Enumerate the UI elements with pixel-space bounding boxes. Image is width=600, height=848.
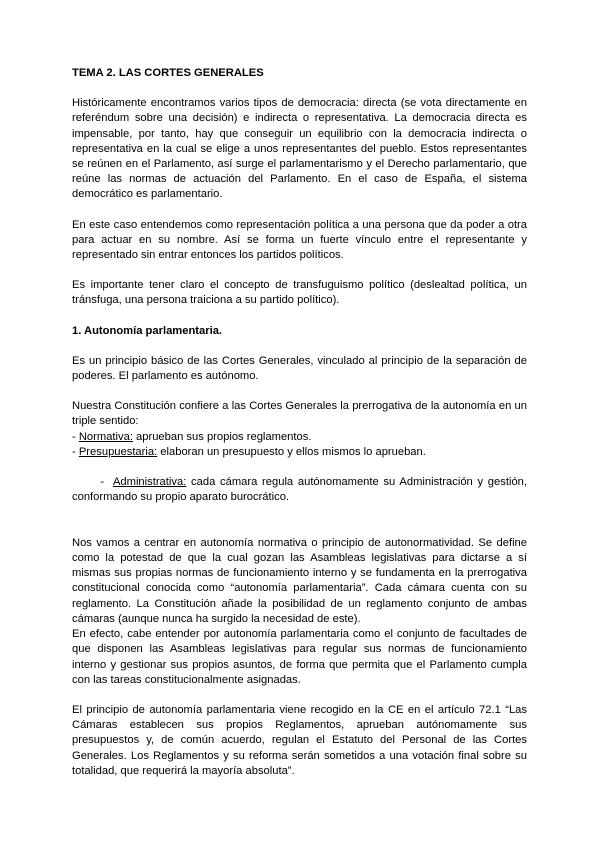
list-item-text: cada cámara regula autónomamente su Administración y gestión, conformando su propio aparato burocrático. xyxy=(72,476,531,504)
intro-paragraph-representation: En este caso entendemos como representación política a una persona que da poder a otra para actuar en su nombre. Así se forma un fuerte vínculo entre el representante y representado sin entrar entonces los partidos políticos. xyxy=(72,218,527,262)
document-title: TEMA 2. LAS CORTES GENERALES xyxy=(72,67,264,79)
autonomy-list-block xyxy=(72,399,531,521)
list-item-term: Presupuestaria: xyxy=(78,445,158,458)
list-item-term: Normativa: xyxy=(78,430,133,443)
list-item-term: Administrativa: xyxy=(112,476,187,489)
intro-paragraph-transfuguismo: Es importante tener claro el concepto de transfuguismo político (deslealtad política, un tránsfuga, una persona traiciona a su partido político). xyxy=(72,279,527,307)
intro-paragraph-democracy: Históricamente encontramos varios tipos de democracia: directa (se vota directamente en referéndum sobre una decisión) e indirecta o representativa. La democracia directa es impensable, por tanto, hay que conseguir un equilibrio con la democracia indirecta o representativa en la cual se elige a unos representantes del pueblo. Estos representantes se reúnen en el Parlamento, así surge el parlamentarismo y el Derecho parlamentario, que reúne las normas de actuación del Parlamento. En el caso de España, el sistema democrático es parlamentario. xyxy=(72,97,527,201)
list-item xyxy=(72,430,527,445)
document-page xyxy=(72,66,531,794)
section-paragraph-article-72: El principio de autonomía parlamentaria viene recogido en la CE en el artículo 72.1 “Las Cámaras establecen sus propios Reglamentos, aprueban autónomamente sus presupuestos y, de común acuerdo, regulan el Estatuto del Personal de las Cortes Generales. Los Reglamentos y su reforma serán sometidos a una votación final sobre su totalidad, que requerirá la mayoría absoluta”. xyxy=(72,703,527,777)
list-bullet: - xyxy=(100,476,113,489)
list-item-text: elaboran un presupuesto y ellos mismos lo aprueban. xyxy=(157,445,426,458)
section-paragraph-autonormatividad: Nos vamos a centrar en autonomía normativa o principio de autonormatividad. Se define como la potestad de que la cual gozan las Asambleas legislativas para dictarse a sí mismas sus propias normas de funcionamiento interno y se fundamenta en la prerrogativa constitucional conocida como “autonomía parlamentaria”. Cada cámara cuenta con su reglamento. La Constitución añade la posibilidad de un reglamento conjunto de ambas cámaras (aunque nunca ha surgido la necesidad de este). xyxy=(72,536,527,625)
section-heading: 1. Autonomía parlamentaria. xyxy=(72,324,223,337)
section-paragraph-principle: Es un principio básico de las Cortes Generales, vinculado al principio de la separación de poderes. El parlamento es autónomo. xyxy=(72,354,527,383)
section-paragraph-facultades: En efecto, cabe entender por autonomía parlamentaria como el conjunto de facultades de que disponen las Asambleas legislativas para regular sus normas de funcionamiento interno y gestionar sus propios asuntos, de forma que permita que el Parlamento cumpla con las tareas constitucionalmente asignadas. xyxy=(72,628,527,686)
list-item xyxy=(72,445,527,460)
autonomy-list-intro: Nuestra Constitución confiere a las Cortes Generales la prerrogativa de la autonomía en un triple sentido: xyxy=(72,400,527,428)
list-item xyxy=(72,460,531,521)
list-bullet: - xyxy=(72,430,79,443)
list-bullet: - xyxy=(72,445,79,458)
list-item-text: aprueban sus propios reglamentos. xyxy=(132,430,312,443)
